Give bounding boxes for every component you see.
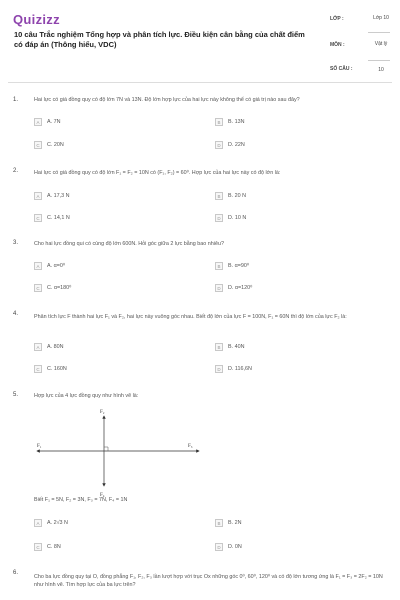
option-letter-box: B xyxy=(215,118,223,126)
option-text: A. α=0⁰ xyxy=(47,263,66,269)
option-letter-box: B xyxy=(215,262,223,270)
question-text: Hợp lực của 4 lực đồng quy như hình vẽ là: xyxy=(34,393,139,399)
option-a[interactable] xyxy=(34,117,184,127)
option-text: B. 20 N xyxy=(228,193,246,199)
question-number: 2. xyxy=(13,168,19,174)
option-d[interactable] xyxy=(215,140,365,150)
meta-count-key: SỐ CÂU : xyxy=(330,66,353,72)
option-letter-box: C xyxy=(34,141,42,149)
option-text: B. 13N xyxy=(228,119,245,125)
option-letter-box: A xyxy=(34,343,42,351)
option-text: A. 7N xyxy=(47,119,61,125)
option-text: C. 160N xyxy=(47,366,67,372)
option-b[interactable] xyxy=(215,261,365,271)
given-values: Biết F₁ = 5N, F₂ = 3N, F₃ = 7N, F₄ = 1N xyxy=(34,497,128,503)
option-letter-box: D xyxy=(215,141,223,149)
option-letter-box: D xyxy=(215,214,223,222)
question-text: Hai lực có giá đồng quy có độ lớn 7N và 13N. Độ lớn hợp lực của hai lực này không thể có giá trị nào sau đây? xyxy=(34,97,300,103)
question-text: Cho ba lực đồng quy tại O, đồng phẳng F₁, F₂, F₃ lần lượt hợp với trục Ox những góc 0⁰, 60⁰, 120⁰ và có độ lớn tương ứng là F₁ = F₃ = 2F₂ = 10N như hình vẽ. Tìm hợp lực của ba lực trên? xyxy=(34,574,383,588)
option-a[interactable] xyxy=(34,261,184,271)
option-a[interactable] xyxy=(34,342,184,352)
option-d[interactable] xyxy=(215,213,365,223)
option-text: D. α=120⁰ xyxy=(228,285,253,291)
worksheet-title: 10 câu Trắc nghiệm Tổng hợp và phân tích lực. Điều kiện cân bằng của chất điểm có đáp án (Thông hiểu, VDC) xyxy=(14,30,305,49)
label-f4: F₄ xyxy=(100,493,105,498)
option-text: D. 10 N xyxy=(228,215,247,221)
option-text: D. 22N xyxy=(228,142,245,148)
option-b[interactable] xyxy=(215,191,365,201)
question-number: 1. xyxy=(13,97,19,103)
option-letter-box: A xyxy=(34,519,42,527)
header-divider xyxy=(8,82,392,83)
option-c[interactable] xyxy=(34,542,184,552)
option-letter-box: B xyxy=(215,343,223,351)
option-letter-box: B xyxy=(215,519,223,527)
option-letter-box: D xyxy=(215,365,223,373)
option-text: D. 0N xyxy=(228,544,242,550)
question-text: Phân tích lực F thành hai lực F₁ và F₂, hai lực này vuông góc nhau. Biết độ lớn của lực F = 100N, F₁ = 60N thì độ lớn của lực F₂ là: xyxy=(34,314,347,320)
question-number: 3. xyxy=(13,240,19,246)
question-number: 5. xyxy=(13,392,19,398)
option-text: C. 14,1 N xyxy=(47,215,70,221)
option-c[interactable] xyxy=(34,283,184,293)
meta-class-value: Lớp 10 xyxy=(373,15,389,21)
question-number: 6. xyxy=(13,570,19,576)
option-letter-box: D xyxy=(215,543,223,551)
option-a[interactable] xyxy=(34,191,184,201)
option-b[interactable] xyxy=(215,342,365,352)
meta-class-key: LỚP : xyxy=(330,16,344,22)
question-text: Hai lực có giá đồng quy có độ lớn F₁ = F₂ = 10N có (F₁, F₂) = 60⁰. Hợp lực của hai lực này có độ lớn là: xyxy=(34,170,281,176)
meta-subject-key: MÔN : xyxy=(330,42,345,48)
quizizz-logo: Quizizz xyxy=(13,12,60,27)
option-letter-box: A xyxy=(34,192,42,200)
option-letter-box: C xyxy=(34,214,42,222)
option-text: A. 17,3 N xyxy=(47,193,70,199)
meta-subject-value: Vật lý xyxy=(374,41,388,47)
option-text: D. 116,6N xyxy=(228,366,252,372)
option-text: C. 8N xyxy=(47,544,61,550)
option-d[interactable] xyxy=(215,283,365,293)
option-text: C. 20N xyxy=(47,142,64,148)
option-c[interactable] xyxy=(34,364,184,374)
option-letter-box: C xyxy=(34,543,42,551)
option-text: A. 80N xyxy=(47,344,64,350)
option-text: A. 2√3 N xyxy=(47,520,68,526)
question-text: Cho hai lực đồng qui có cùng độ lớn 600N. Hỏi góc giữa 2 lực bằng bao nhiêu? xyxy=(34,241,224,247)
divider xyxy=(368,32,390,33)
option-text: B. α=90⁰ xyxy=(228,263,250,269)
right-angle-mark xyxy=(104,447,108,451)
option-letter-box: C xyxy=(34,365,42,373)
option-b[interactable] xyxy=(215,518,365,528)
option-letter-box: A xyxy=(34,118,42,126)
option-c[interactable] xyxy=(34,140,184,150)
question-number: 4. xyxy=(13,311,19,317)
option-d[interactable] xyxy=(215,364,365,374)
meta-count-value: 10 xyxy=(378,67,384,73)
label-f2: F₂ xyxy=(100,410,105,415)
option-text: C. α=180⁰ xyxy=(47,285,72,291)
option-text: B. 2N xyxy=(228,520,242,526)
force-diagram xyxy=(34,408,204,500)
option-b[interactable] xyxy=(215,117,365,127)
option-letter-box: A xyxy=(34,262,42,270)
option-letter-box: D xyxy=(215,284,223,292)
option-d[interactable] xyxy=(215,542,365,552)
option-c[interactable] xyxy=(34,213,184,223)
option-letter-box: B xyxy=(215,192,223,200)
option-letter-box: C xyxy=(34,284,42,292)
option-a[interactable] xyxy=(34,518,184,528)
divider xyxy=(368,60,390,61)
option-text: B. 40N xyxy=(228,344,245,350)
label-f1: F₁ xyxy=(37,444,42,449)
label-f3: F₃ xyxy=(188,444,193,449)
